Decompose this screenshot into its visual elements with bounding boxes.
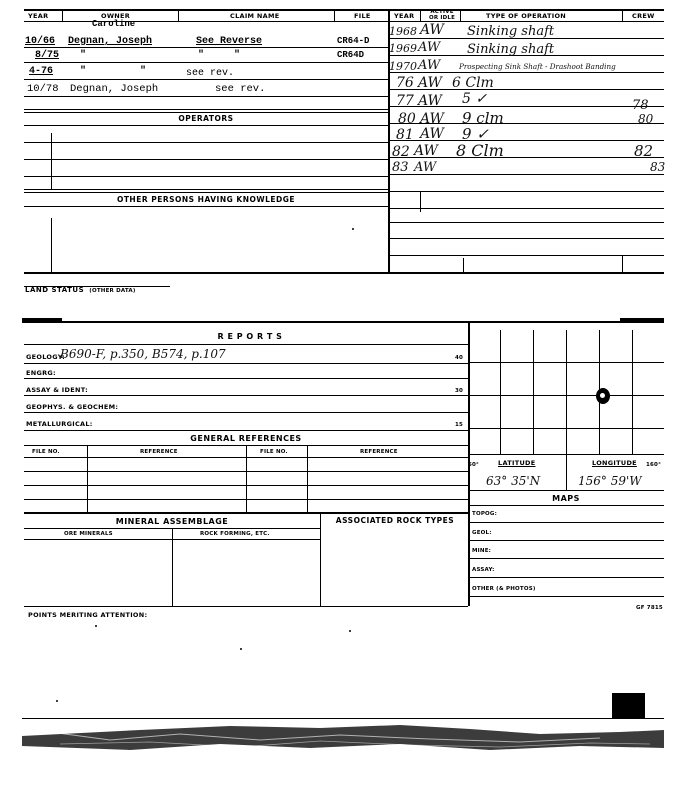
header-owner: OWNER bbox=[101, 12, 131, 20]
owner-row-file: CR64-D bbox=[337, 36, 370, 46]
operation-year: 83 bbox=[392, 160, 409, 175]
report-label-geology: GEOLOGY: bbox=[26, 353, 66, 361]
report-num: 40 bbox=[455, 355, 464, 361]
header-year-2: YEAR bbox=[394, 12, 415, 20]
operation-type: 8 Clm bbox=[456, 141, 504, 160]
operation-active: AW bbox=[414, 143, 438, 159]
map-row-assay: ASSAY: bbox=[472, 567, 495, 573]
map-row-other: OTHER (& PHOTOS) bbox=[472, 586, 536, 592]
operation-year: 77 bbox=[396, 93, 414, 109]
location-marker-icon bbox=[596, 388, 610, 404]
operators-label: OPERATORS bbox=[178, 114, 234, 123]
operation-active: AW bbox=[420, 126, 444, 142]
operation-type: Sinking shaft bbox=[467, 42, 555, 57]
ref-header-reference: REFERENCE bbox=[140, 449, 178, 455]
operation-active: AW bbox=[418, 75, 442, 91]
owner-row-claim: " " bbox=[198, 50, 241, 61]
owner-above-text: Caroline bbox=[92, 19, 136, 29]
owner-row-year: 10/66 bbox=[25, 36, 56, 47]
owner-row-year: 4-76 bbox=[29, 66, 54, 77]
owner-row-claim: see rev. bbox=[215, 83, 266, 95]
mineral-assemblage-label: MINERAL ASSEMBLAGE bbox=[115, 517, 229, 526]
ref-header-reference-2: REFERENCE bbox=[360, 449, 398, 455]
latitude-degree-left: 60° bbox=[468, 462, 480, 468]
longitude-value: 156° 59'W bbox=[578, 474, 642, 488]
header-claim-name: CLAIM NAME bbox=[230, 12, 280, 20]
operation-type: 5 ✓ bbox=[462, 91, 488, 107]
associated-rock-types-label: ASSOCIATED ROCK TYPES bbox=[335, 516, 455, 525]
report-num: 30 bbox=[455, 388, 464, 394]
report-label-engrg: ENGRG: bbox=[26, 369, 56, 377]
operation-year: 81 bbox=[396, 127, 414, 143]
operation-active: AW bbox=[418, 40, 441, 55]
owner-row-claim: See Reverse bbox=[196, 36, 263, 47]
operation-type: 6 Clm bbox=[452, 75, 494, 91]
operation-active: AW bbox=[420, 111, 444, 127]
rock-forming-label: ROCK FORMING, ETC. bbox=[200, 531, 270, 537]
header-file: FILE bbox=[354, 12, 371, 20]
operation-crew: 82 bbox=[634, 142, 654, 160]
operation-type: Sinking shaft bbox=[467, 24, 555, 39]
maps-label: MAPS bbox=[552, 494, 580, 503]
owner-row-year: 10/78 bbox=[27, 83, 59, 95]
land-status-label: LAND STATUS (OTHER DATA) bbox=[25, 286, 136, 294]
operation-year: 80 bbox=[398, 111, 416, 127]
owner-row-owner: Degnan, Joseph bbox=[68, 36, 153, 47]
ref-header-file-no: FILE NO. bbox=[32, 449, 60, 455]
owner-row-owner-2: " bbox=[140, 66, 147, 77]
operation-year: 82 bbox=[392, 144, 410, 160]
operation-active: AW bbox=[414, 160, 437, 175]
owner-row-owner: Degnan, Joseph bbox=[70, 83, 159, 95]
operation-type: 9 ✓ bbox=[462, 125, 489, 143]
operation-active: AW bbox=[418, 93, 442, 109]
header-year: YEAR bbox=[28, 12, 49, 20]
header-crew: CREW bbox=[632, 12, 655, 20]
operation-year: 1969 bbox=[389, 42, 417, 55]
ore-minerals-label: ORE MINERALS bbox=[64, 531, 113, 537]
operation-year: 1968 bbox=[389, 25, 417, 38]
longitude-label: LONGITUDE bbox=[592, 459, 637, 467]
operation-crew: 83 bbox=[650, 160, 666, 174]
owner-row-year: 8/75 bbox=[35, 50, 60, 61]
longitude-degree-right: 160° bbox=[646, 462, 662, 468]
general-references-label: GENERAL REFERENCES bbox=[190, 434, 302, 443]
points-meriting-attention-label: POINTS MERITING ATTENTION: bbox=[28, 611, 148, 619]
operation-active: AW bbox=[418, 58, 441, 73]
form-number: GF 7815 bbox=[636, 605, 663, 611]
operation-crew: 78 bbox=[632, 98, 649, 113]
owner-row-owner: " bbox=[80, 66, 87, 77]
map-row-topog: TOPOG: bbox=[472, 511, 498, 517]
map-row-mine: MINE: bbox=[472, 548, 492, 554]
header-active-or-idle: ACTIVE OR IDLE bbox=[428, 9, 456, 21]
operation-type: 9 clm bbox=[462, 109, 504, 127]
map-row-geol: GEOL: bbox=[472, 530, 492, 536]
header-type-of-operation: TYPE OF OPERATION bbox=[486, 12, 567, 20]
report-label-metallurgical: METALLURGICAL: bbox=[26, 420, 93, 428]
owner-row-claim: see rev. bbox=[186, 68, 235, 79]
owner-row-owner: " bbox=[80, 50, 87, 61]
report-label-assay: ASSAY & IDENT: bbox=[26, 386, 88, 394]
ref-header-file-no-2: FILE NO. bbox=[260, 449, 288, 455]
report-label-geophys: GEOPHYS. & GEOCHEM: bbox=[26, 403, 119, 411]
report-num: 15 bbox=[455, 422, 464, 428]
operation-year: 76 bbox=[396, 75, 414, 91]
operation-active: AW bbox=[420, 22, 444, 38]
report-value-geology: B690-F, p.350, B574, p.107 bbox=[60, 347, 226, 361]
latitude-label: LATITUDE bbox=[498, 459, 536, 467]
reports-title: R E P O R T S bbox=[217, 332, 283, 341]
latitude-value: 63° 35'N bbox=[486, 474, 541, 488]
operation-crew: 80 bbox=[638, 112, 654, 126]
operation-type: Prospecting Sink Shaft - Drashoot Banding bbox=[459, 62, 616, 71]
owner-row-file: CR64D bbox=[337, 50, 365, 60]
other-persons-label: OTHER PERSONS HAVING KNOWLEDGE bbox=[116, 195, 296, 204]
operation-year: 1970 bbox=[389, 60, 417, 73]
